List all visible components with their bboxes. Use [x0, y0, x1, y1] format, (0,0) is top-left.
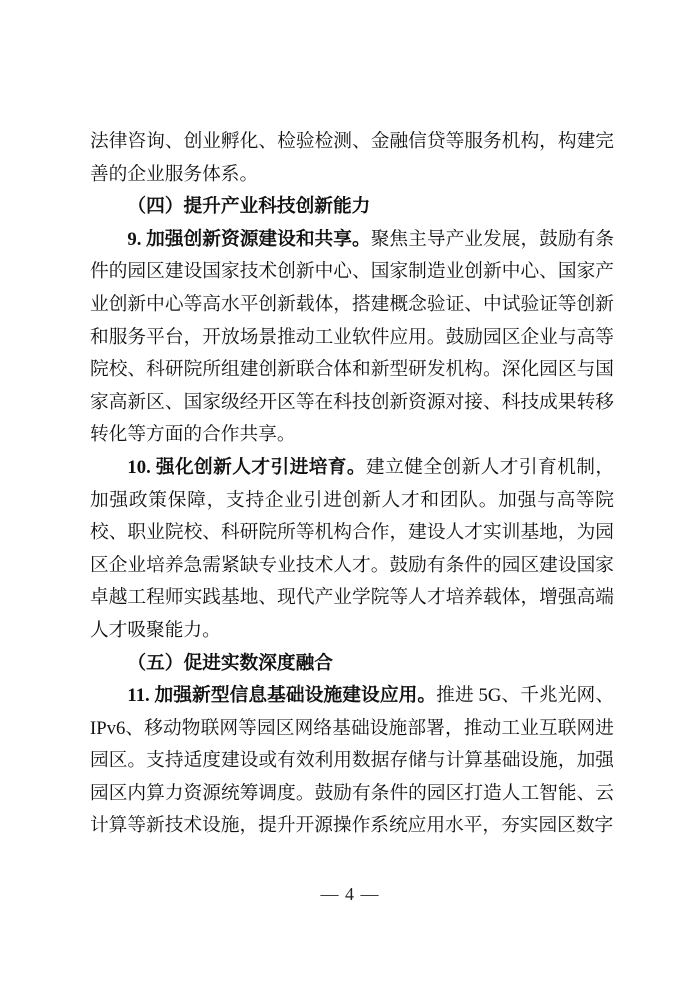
- paragraph: [90, 126, 614, 191]
- bold-lead-text: （五）促进实数深度融合: [127, 652, 333, 674]
- bold-lead-text: （四）提升产业科技创新能力: [127, 196, 371, 218]
- text-block: [90, 126, 614, 843]
- section-heading: [90, 191, 614, 224]
- paragraph: [90, 224, 614, 452]
- body-text: 推进 5G、千兆光网、IPv6、移动物联网等园区网络基础设施部署，推动工业互联网进园区。支持适度建设或有效利用数据存储与计算基础设施，加强园区内算力资源统筹调度。鼓励有条件的园区打造人工智能、云计算等新技术设施，提升开源操作系统应用水平，夯实园区数字: [90, 685, 615, 837]
- section-heading: [90, 648, 614, 681]
- bold-lead-text: 11. 加强新型信息基础设施建设应用。: [127, 685, 437, 707]
- paragraph: [90, 680, 614, 843]
- body-text: 法律咨询、创业孵化、检验检测、金融信贷等服务机构，构建完善的企业服务体系。: [90, 131, 614, 185]
- bold-lead-text: 9. 加强创新资源建设和共享。: [127, 228, 371, 250]
- paragraph: [90, 452, 614, 648]
- page-number: — 4 —: [320, 884, 380, 904]
- body-text: 建立健全创新人才引育机制，加强政策保障，支持企业引进创新人才和团队。加强与高等院校、职业院校、科研院所等机构合作，建设人才实训基地，为园区企业培养急需紧缺专业技术人才。鼓励有条件的园区建设国家卓越工程师实践基地、现代产业学院等人才培养载体，增强高端人才吸聚能力。: [90, 456, 615, 641]
- bold-lead-text: 10. 强化创新人才引进培育。: [127, 456, 367, 478]
- body-text: 聚焦主导产业发展，鼓励有条件的园区建设国家技术创新中心、国家制造业创新中心、国家产业创新中心等高水平创新载体，搭建概念验证、中试验证等创新和服务平台，开放场景推动工业软件应用。鼓励园区企业与高等院校、科研院所组建创新联合体和新型研发机构。深化园区与国家高新区、国家级经开区等在科技创新资源对接、科技成果转移转化等方面的合作共享。: [90, 228, 615, 446]
